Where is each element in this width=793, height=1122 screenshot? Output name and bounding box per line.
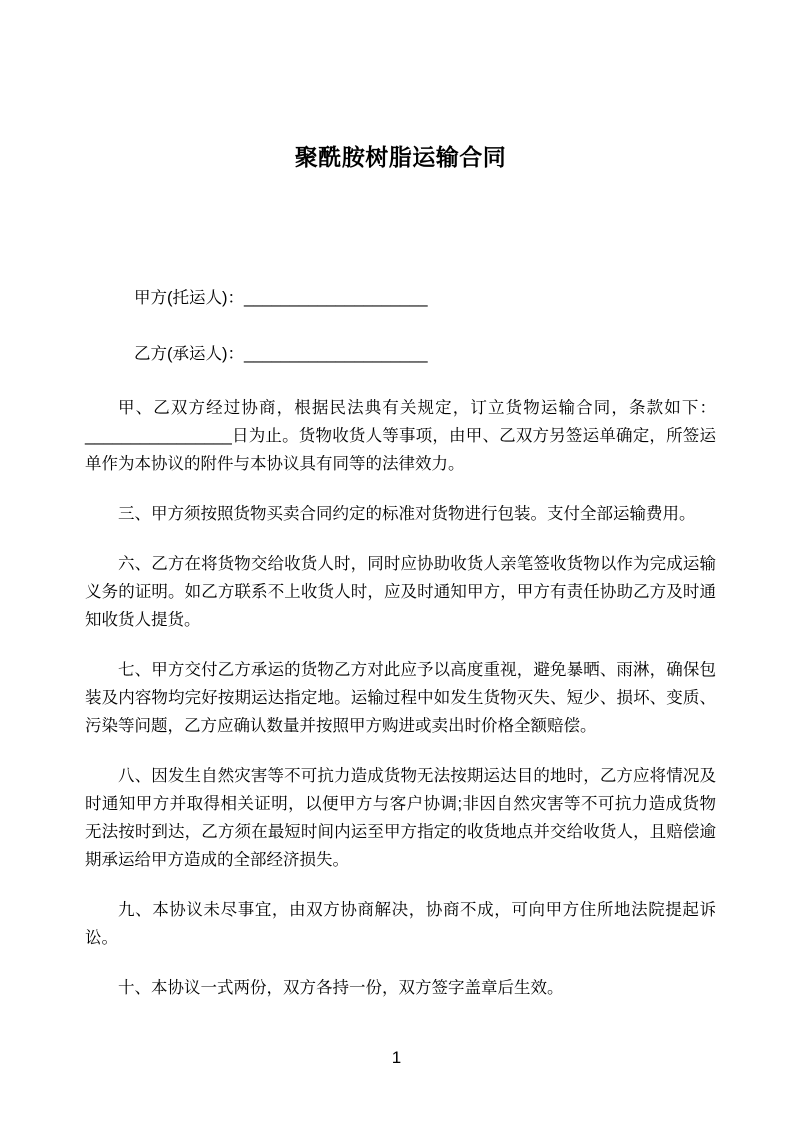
clause-paragraph-7: 七、甲方交付乙方承运的货物乙方对此应予以高度重视，避免暴晒、雨淋，确保包装及内容物均完好按期运达指定地。运输过程中如发生货物灭失、短少、损坏、变质、污染等问题，乙方应确认数量并按照甲方购进或卖出时价格全额赔偿。 [85,661,716,735]
party-b-label: 乙方(承运人)： [134,345,244,363]
clause-paragraph-6: 六、乙方在将货物交给收货人时，同时应协助收货人亲笔签收货物以作为完成运输义务的证明。如乙方联系不上收货人时，应及时通知甲方，甲方有责任协助乙方及时通知收货人提货。 [85,555,716,629]
clause-paragraph-10: 十、本协议一式两份，双方各持一份，双方签字盖章后生效。 [118,979,564,997]
clause-paragraph-8: 八、因发生自然灾害等不可抗力造成货物无法按期运达目的地时，乙方应将情况及时通知甲方并取得相关证明，以便甲方与客户协调;非因自然灾害等不可抗力造成货物无法按时到达，乙方须在最短时间内运至甲方指定的收货地点并交给收货人，且赔偿逾期承运给甲方造成的全部经济损失。 [85,767,716,869]
party-a-line [85,284,716,312]
clause-paragraph-intro: 甲、乙双方经过协商，根据民法典有关规定，订立货物运输合同，条款如下：________________日为止。货物收货人等事项，由甲、乙双方另签运单确定，所签运单作为本协议的附件与本协议具有同等的法律效力。 [85,399,716,473]
clause-paragraph-3: 三、甲方须按照货物买卖合同约定的标准对货物进行包装。支付全部运输费用。 [118,505,696,523]
page-number: 1 [391,1048,402,1067]
party-a-label: 甲方(托运人)： [134,289,244,307]
clause-paragraph-9: 九、本协议未尽事宜，由双方协商解决，协商不成，可向甲方住所地法院提起诉讼。 [85,901,716,947]
party-b-blank: ____________________ [244,345,428,363]
party-a-blank: ____________________ [244,289,428,307]
contract-title: 聚酰胺树脂运输合同 [294,144,507,170]
party-b-line [85,340,716,368]
